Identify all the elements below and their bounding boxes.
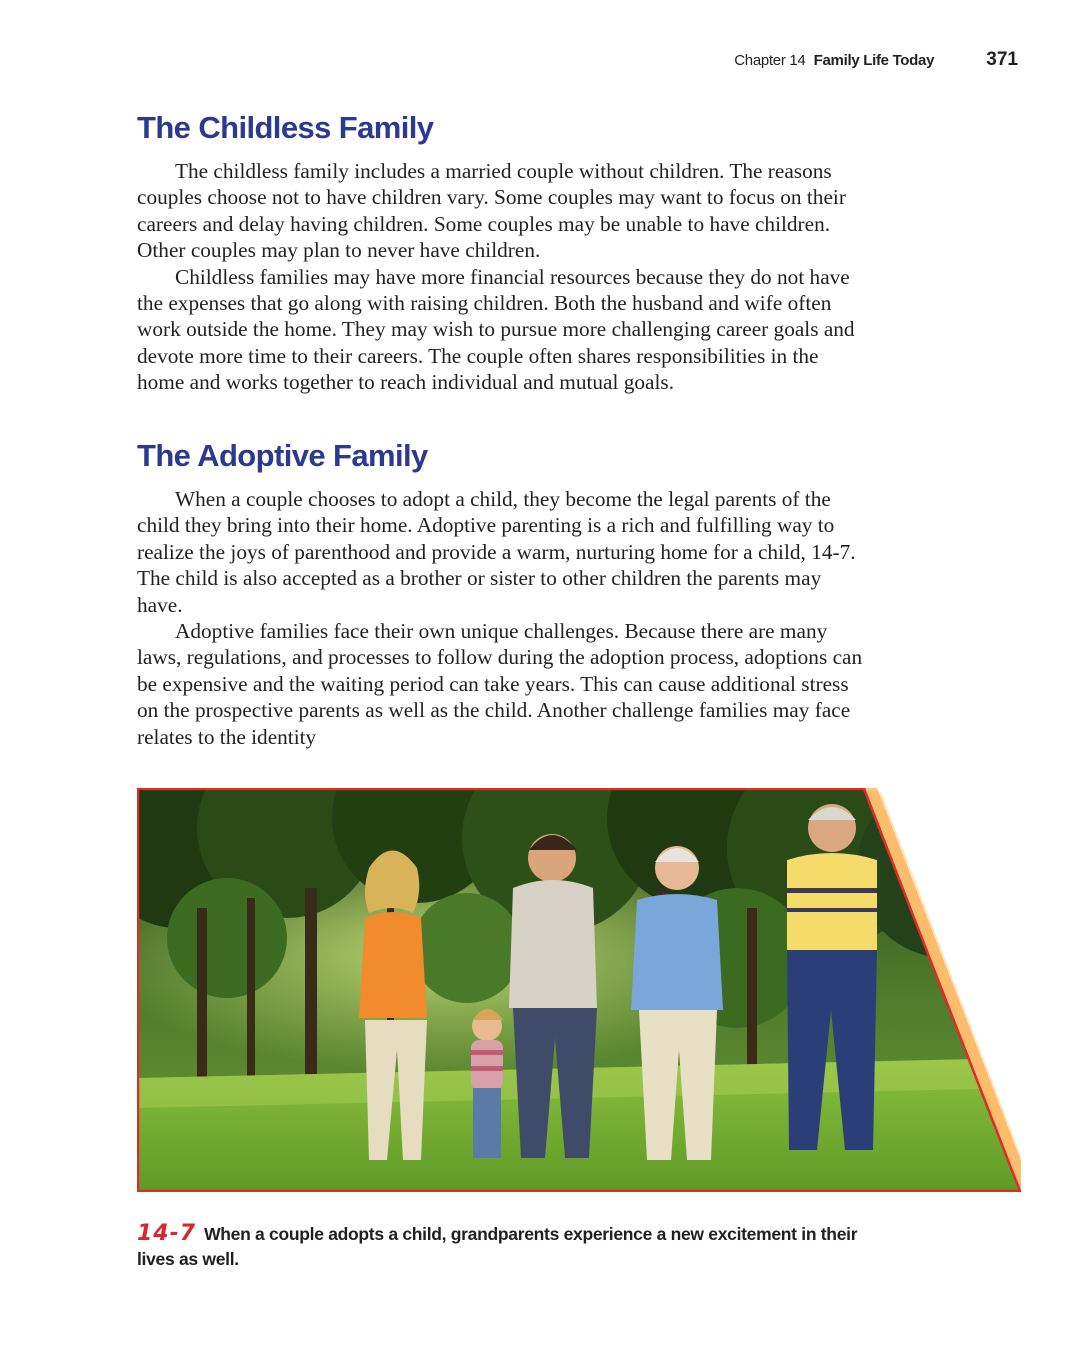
paragraph: The childless family includes a married couple without children. The reasons couples choose not to have children vary. Some couples may want to focus on their careers and delay having children. Some couples may be unable to have children. Other couples may plan to never have children. (137, 159, 846, 263)
section-heading-adoptive-family: The Adoptive Family (137, 438, 428, 473)
running-head (0, 48, 1018, 73)
caption-text: When a couple adopts a child, grandparents experience a new excitement in their lives as well. (137, 1224, 858, 1269)
chapter-title: Family Life Today (813, 52, 935, 69)
toddler (471, 1009, 503, 1158)
paragraph: Childless families may have more financial resources because they do not have the expenses that go along with raising children. Both the husband and wife often work outside the home. They may wish to pursue more challenging career goals and devote more time to their careers. The couple often shares responsibilities in the home and works together to reach individual and mutual goals. (137, 264, 855, 395)
section-body-adoptive-family (137, 486, 867, 750)
page-number: 371 (986, 49, 1018, 70)
figure-caption (137, 1221, 877, 1272)
chapter-label: Chapter 14 (734, 52, 806, 69)
family-photo (137, 788, 1021, 1192)
paragraph: When a couple chooses to adopt a child, they become the legal parents of the child they bring into their home. Adoptive parenting is a rich and fulfilling way to realize the joys of parenthood and provide a warm, nurturing home for a child, 14-7. The child is also accepted as a brother or sister to other children the parents may have. (137, 487, 856, 617)
section-body-childless-family (137, 158, 867, 396)
figure-number: 14-7 (137, 1221, 197, 1246)
section-heading-childless-family: The Childless Family (137, 110, 434, 145)
family-photo-figure (137, 788, 1021, 1192)
paragraph: Adoptive families face their own unique challenges. Because there are many laws, regulations, and processes to follow during the adoption process, adoptions can be expensive and the waiting period can take years. This can cause additional stress on the prospective parents as well as the child. Another challenge families may face relates to the identity (137, 619, 863, 749)
